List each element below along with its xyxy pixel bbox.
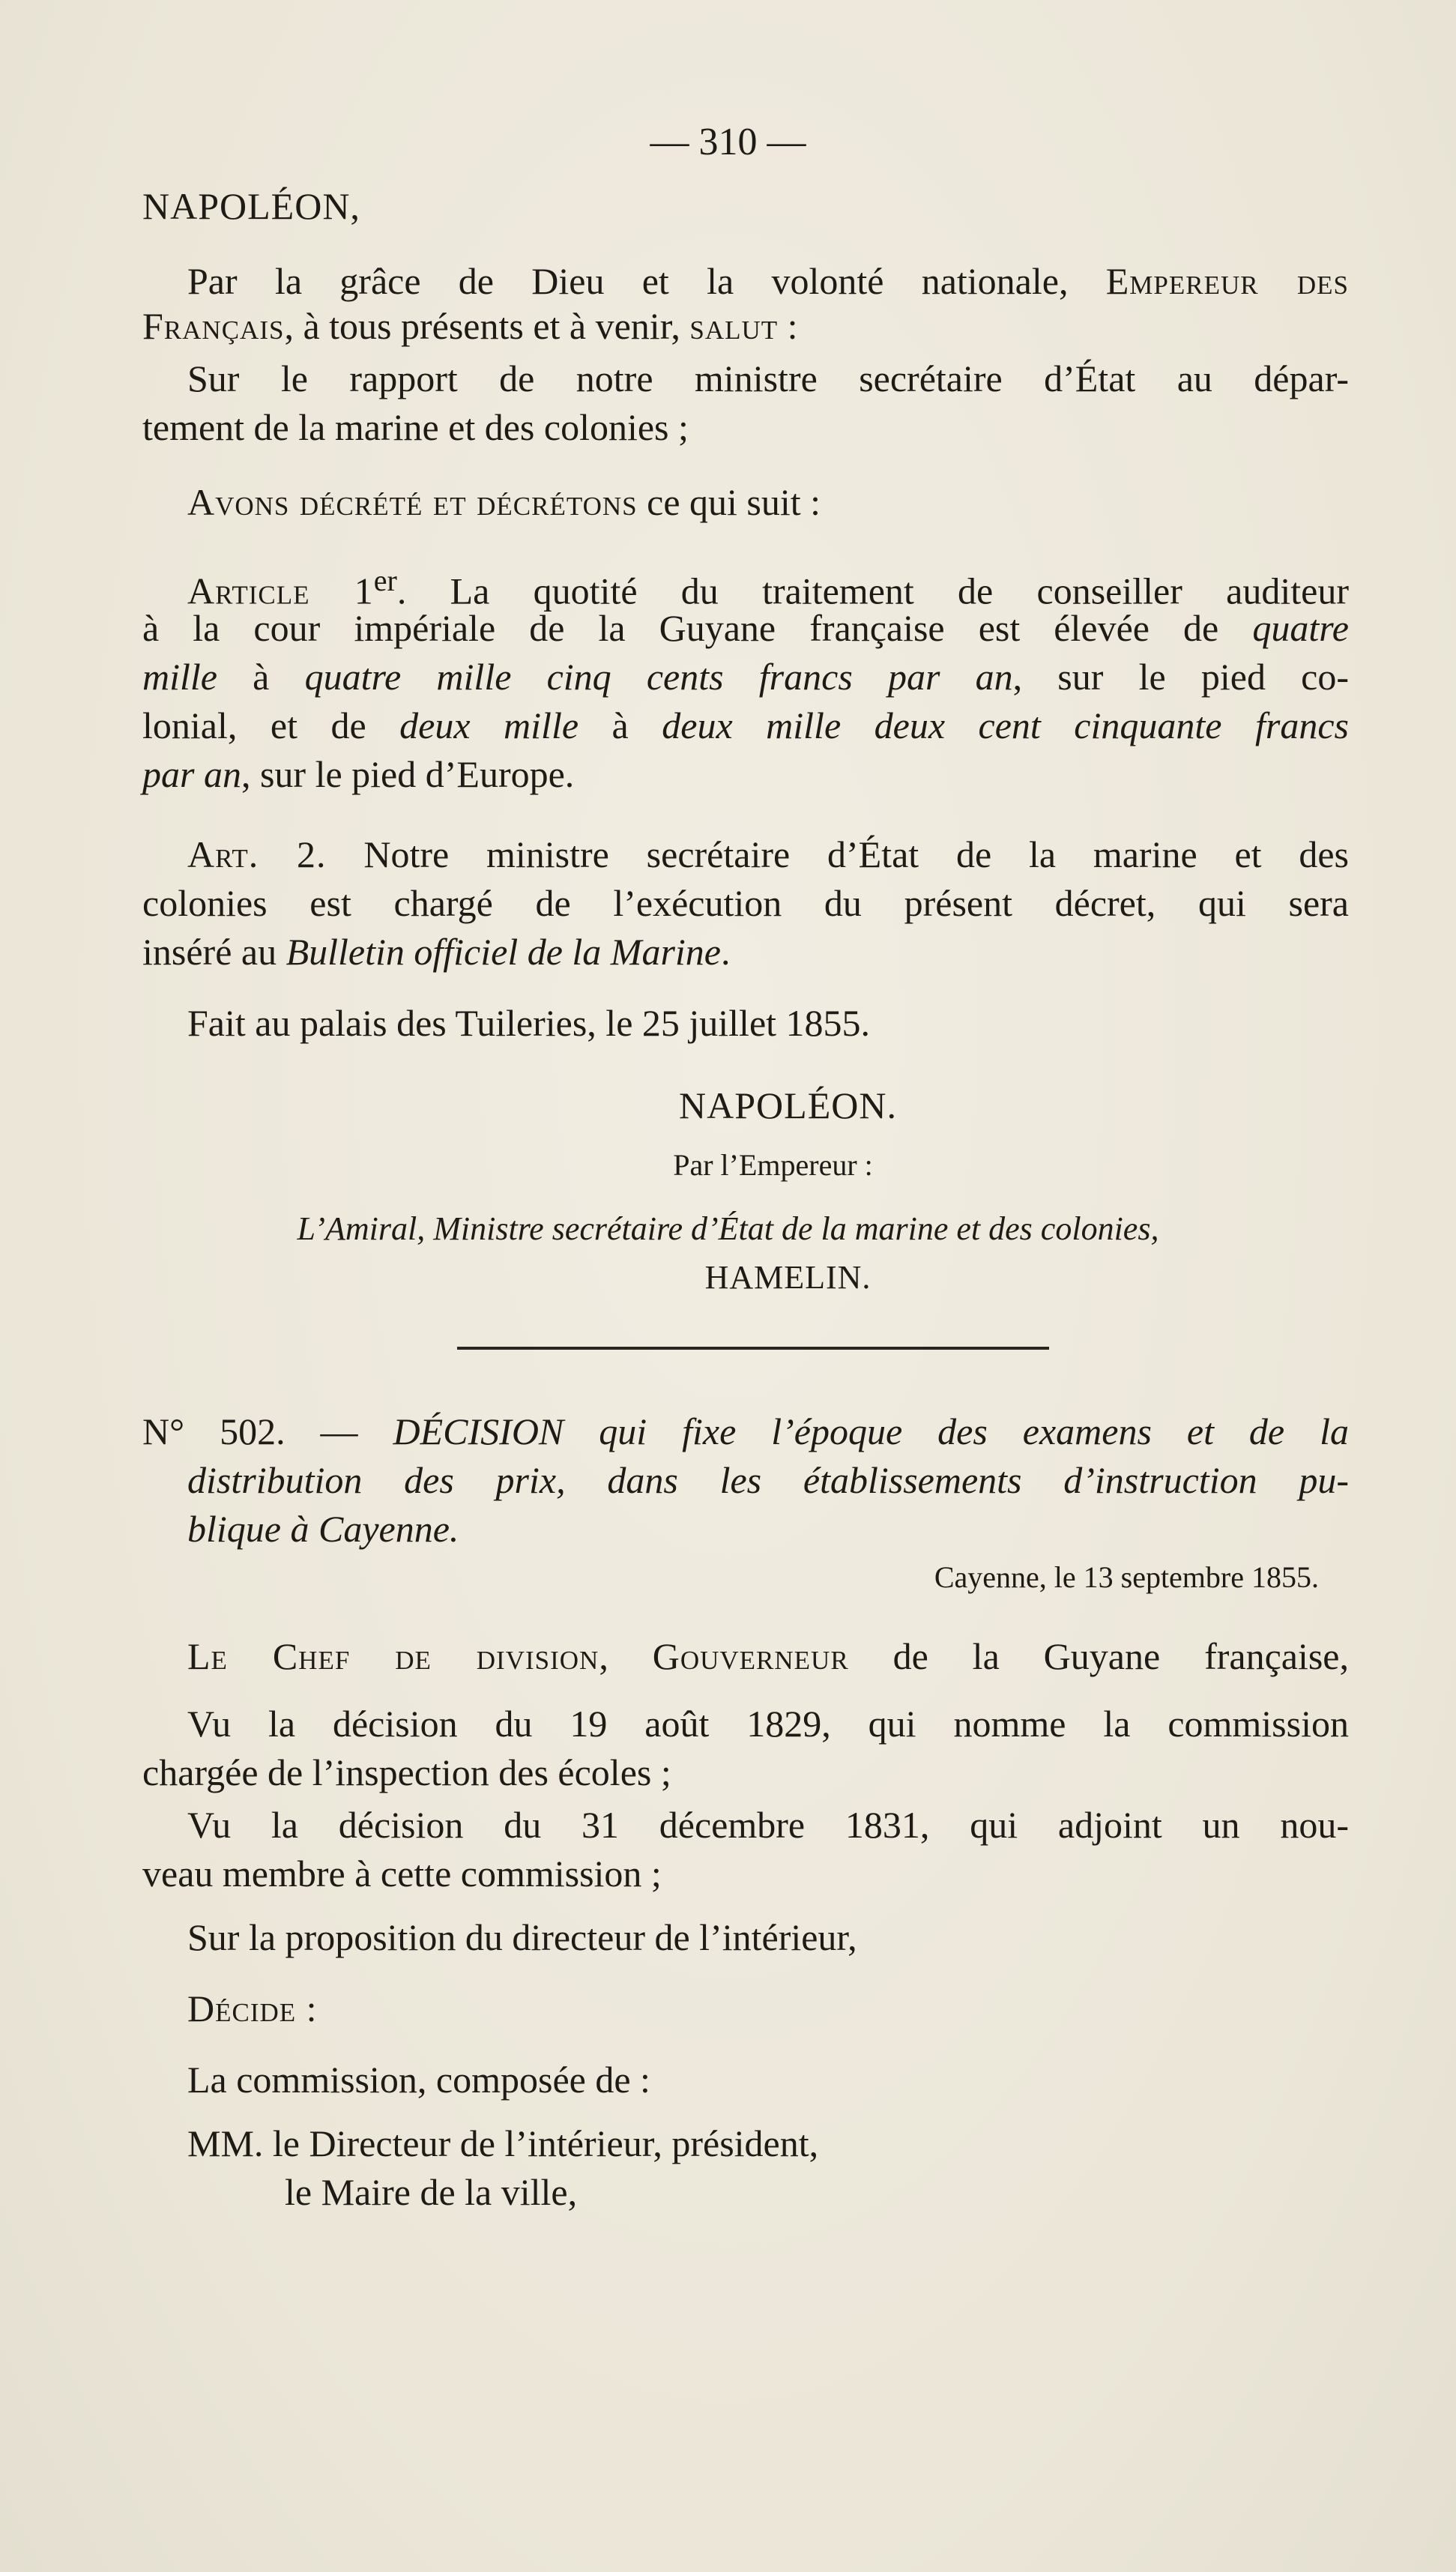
text: , à tous présents et à venir, bbox=[284, 305, 690, 347]
decree-par-empereur: Par l’Empereur : bbox=[673, 1148, 873, 1182]
text: . bbox=[721, 931, 731, 973]
article-1-line-5 bbox=[142, 752, 1349, 797]
decree-heading: NAPOLÉON, bbox=[142, 185, 360, 227]
decision-title-line-2: distribution des prix, dans les établissements d’instruction pu- bbox=[187, 1459, 1349, 1501]
decision-member-2: le Maire de la ville, bbox=[285, 2171, 578, 2213]
title-emperor: Empereur des bbox=[1105, 260, 1349, 302]
text: lonial, et de bbox=[142, 704, 400, 746]
decision-decide: Décide : bbox=[187, 1987, 318, 2029]
text: inséré au bbox=[142, 931, 286, 973]
decision-vu-2-line-2: veau membre à cette commission ; bbox=[142, 1853, 662, 1895]
decision-commission: La commission, composée de : bbox=[187, 2059, 650, 2101]
article-2-line-2: colonies est chargé de l’exécution du présent décret, qui sera bbox=[142, 882, 1349, 924]
text: , sur le pied d’Europe. bbox=[241, 753, 575, 795]
article-2-line-3 bbox=[142, 929, 1349, 974]
text: . La quotité du traitement de conseiller auditeur bbox=[396, 570, 1349, 612]
text: ce qui suit : bbox=[637, 481, 821, 523]
section-divider bbox=[457, 1347, 1049, 1350]
salut: salut bbox=[689, 305, 779, 347]
text: : bbox=[778, 305, 798, 347]
decision-vu-1-line-2: chargée de l’inspection des écoles ; bbox=[142, 1751, 671, 1793]
article-1-line-2 bbox=[142, 606, 1349, 650]
decree-report-line-2: tement de la marine et des colonies ; bbox=[142, 406, 689, 448]
superscript: er bbox=[373, 564, 397, 597]
avons-decrete: Avons décrété et décrétons bbox=[187, 481, 638, 523]
text: à la cour impériale de la Guyane française est élevée de bbox=[142, 607, 1253, 649]
decree-report-line-1: Sur le rapport de notre ministre secrétaire d’État au dépar- bbox=[187, 357, 1349, 399]
text: , sur le pied co- bbox=[1012, 656, 1349, 698]
text-italic: deux mille deux cent cinquante francs bbox=[662, 704, 1349, 746]
text-italic: Bulletin officiel de la Marine bbox=[286, 931, 721, 973]
text-italic: quatre bbox=[1252, 607, 1349, 649]
decision-member-1: MM. le Directeur de l’intérieur, président, bbox=[187, 2122, 819, 2164]
text-italic: par an bbox=[142, 753, 241, 795]
article-1-line-4 bbox=[142, 703, 1349, 748]
text: à bbox=[217, 656, 305, 698]
text: Par la grâce de Dieu et la volonté nationale, bbox=[187, 260, 1106, 302]
text-italic: mille bbox=[142, 656, 217, 698]
chef-de-division: Le Chef de division bbox=[187, 1635, 599, 1677]
decision-title-line-1 bbox=[142, 1409, 1349, 1454]
article-label: Art. 2. bbox=[187, 833, 327, 875]
decision-authority bbox=[187, 1634, 1349, 1679]
decree-preamble-line-1 bbox=[187, 259, 1349, 304]
decision-title-line-3: blique à Cayenne. bbox=[187, 1508, 459, 1550]
text: à bbox=[579, 704, 662, 746]
decision-number: N° 502. — bbox=[142, 1410, 393, 1452]
text-italic: quatre mille cinq cents francs par an bbox=[304, 656, 1013, 698]
decree-countersign-name: HAMELIN. bbox=[704, 1259, 872, 1296]
decision-vu-1-line-1: Vu la décision du 19 août 1829, qui nomme la commission bbox=[187, 1703, 1349, 1745]
text: , bbox=[599, 1635, 653, 1677]
article-1-line-3 bbox=[142, 654, 1349, 699]
decree-preamble-line-2 bbox=[142, 304, 1349, 348]
decision-proposition: Sur la proposition du directeur de l’intérieur, bbox=[187, 1916, 857, 1958]
gouverneur: Gouverneur bbox=[652, 1635, 849, 1677]
decree-signature: NAPOLÉON. bbox=[679, 1084, 897, 1126]
text-italic: deux mille bbox=[399, 704, 579, 746]
article-label: Article 1 bbox=[187, 570, 374, 612]
text: de la Guyane française, bbox=[848, 1635, 1349, 1677]
text: Notre ministre secrétaire d’État de la marine et des bbox=[326, 833, 1349, 875]
decree-date-place: Fait au palais des Tuileries, le 25 juillet 1855. bbox=[187, 1002, 871, 1044]
title-francais: Français bbox=[142, 305, 285, 347]
text-italic: DÉCISION qui fixe l’époque des examens et de la bbox=[393, 1410, 1349, 1452]
page-number: — 310 — bbox=[650, 121, 806, 163]
decision-date: Cayenne, le 13 septembre 1855. bbox=[934, 1560, 1319, 1594]
decree-enacting-clause bbox=[187, 480, 1349, 525]
article-2-line-1 bbox=[187, 832, 1349, 877]
decision-vu-2-line-1: Vu la décision du 31 décembre 1831, qui adjoint un nou- bbox=[187, 1804, 1349, 1846]
decree-countersign: L’Amiral, Ministre secrétaire d’État de la marine et des colonies, bbox=[297, 1210, 1159, 1247]
